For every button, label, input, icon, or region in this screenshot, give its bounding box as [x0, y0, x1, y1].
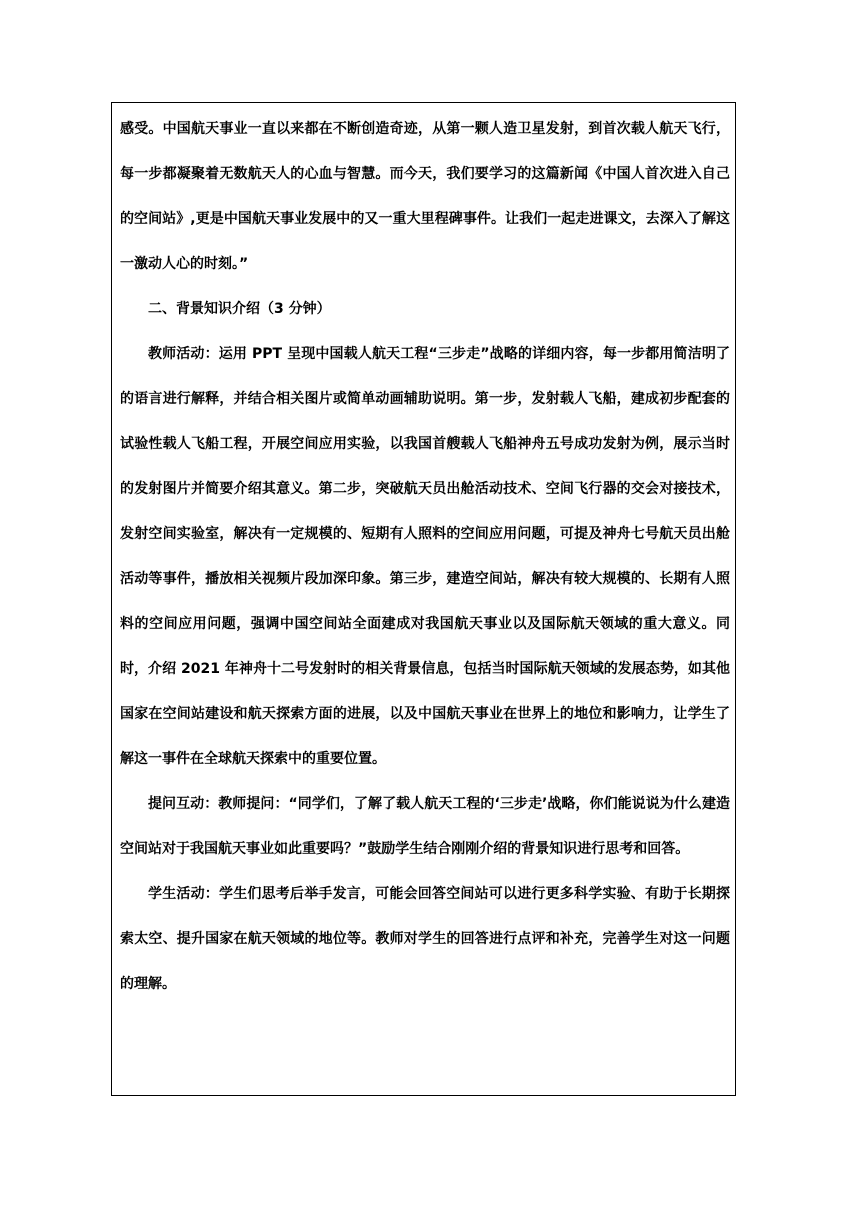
section-heading-background: 二、背景知识介绍（3 分钟）: [148, 301, 331, 317]
lesson-plan-table-cell: [111, 102, 736, 1096]
paragraph-teacher-activity: 教师活动：运用 PPT 呈现中国载人航天工程“三步走”战略的详细内容，每一步都用简洁明了的语言进行解释，并结合相关图片或简单动画辅助说明。第一步，发射载人飞船，建成初步配套的试验性载人飞船工程，开展空间应用实验，以我国首艘载人飞船神舟五号成功发射为例，展示当时的发射图片并简要介绍其意义。第二步，突破航天员出舱活动技术、空间飞行器的交会对接技术，发射空间实验室，解决有一定规模的、短期有人照料的空间应用问题，可提及神舟七号航天员出舱活动等事件，播放相关视频片段加深印象。第三步，建造空间站，解决有较大规模的、长期有人照料的空间应用问题，强调中国空间站全面建成对我国航天事业以及国际航天领域的重大意义。同时，介绍 2021 年神舟十二号发射时的相关背景信息，包括当时国际航天领域的发展态势，如其他国家在空间站建设和航天探索方面的进展，以及中国航天事业在世界上的地位和影响力，让学生了解这一事件在全球航天探索中的重要位置。: [120, 346, 730, 767]
lesson-plan-text: [120, 107, 730, 1007]
paragraph-student-activity: 学生活动：学生们思考后举手发言，可能会回答空间站可以进行更多科学实验、有助于长期探索太空、提升国家在航天领域的地位等。教师对学生的回答进行点评和补充，完善学生对这一问题的理解。: [120, 886, 730, 992]
paragraph-intro-conclusion: 感受。中国航天事业一直以来都在不断创造奇迹，从第一颗人造卫星发射，到首次载人航天飞行，每一步都凝聚着无数航天人的心血与智慧。而今天，我们要学习的这篇新闻《中国人首次进入自己的空间站》,更是中国航天事业发展中的又一重大里程碑事件。让我们一起走进课文，去深入了解这一激动人心的时刻。”: [120, 121, 730, 272]
paragraph-question-interaction: 提问互动：教师提问：“同学们，了解了载人航天工程的‘三步走’战略，你们能说说为什么建造空间站对于我国航天事业如此重要吗？”鼓励学生结合刚刚介绍的背景知识进行思考和回答。: [120, 796, 730, 857]
